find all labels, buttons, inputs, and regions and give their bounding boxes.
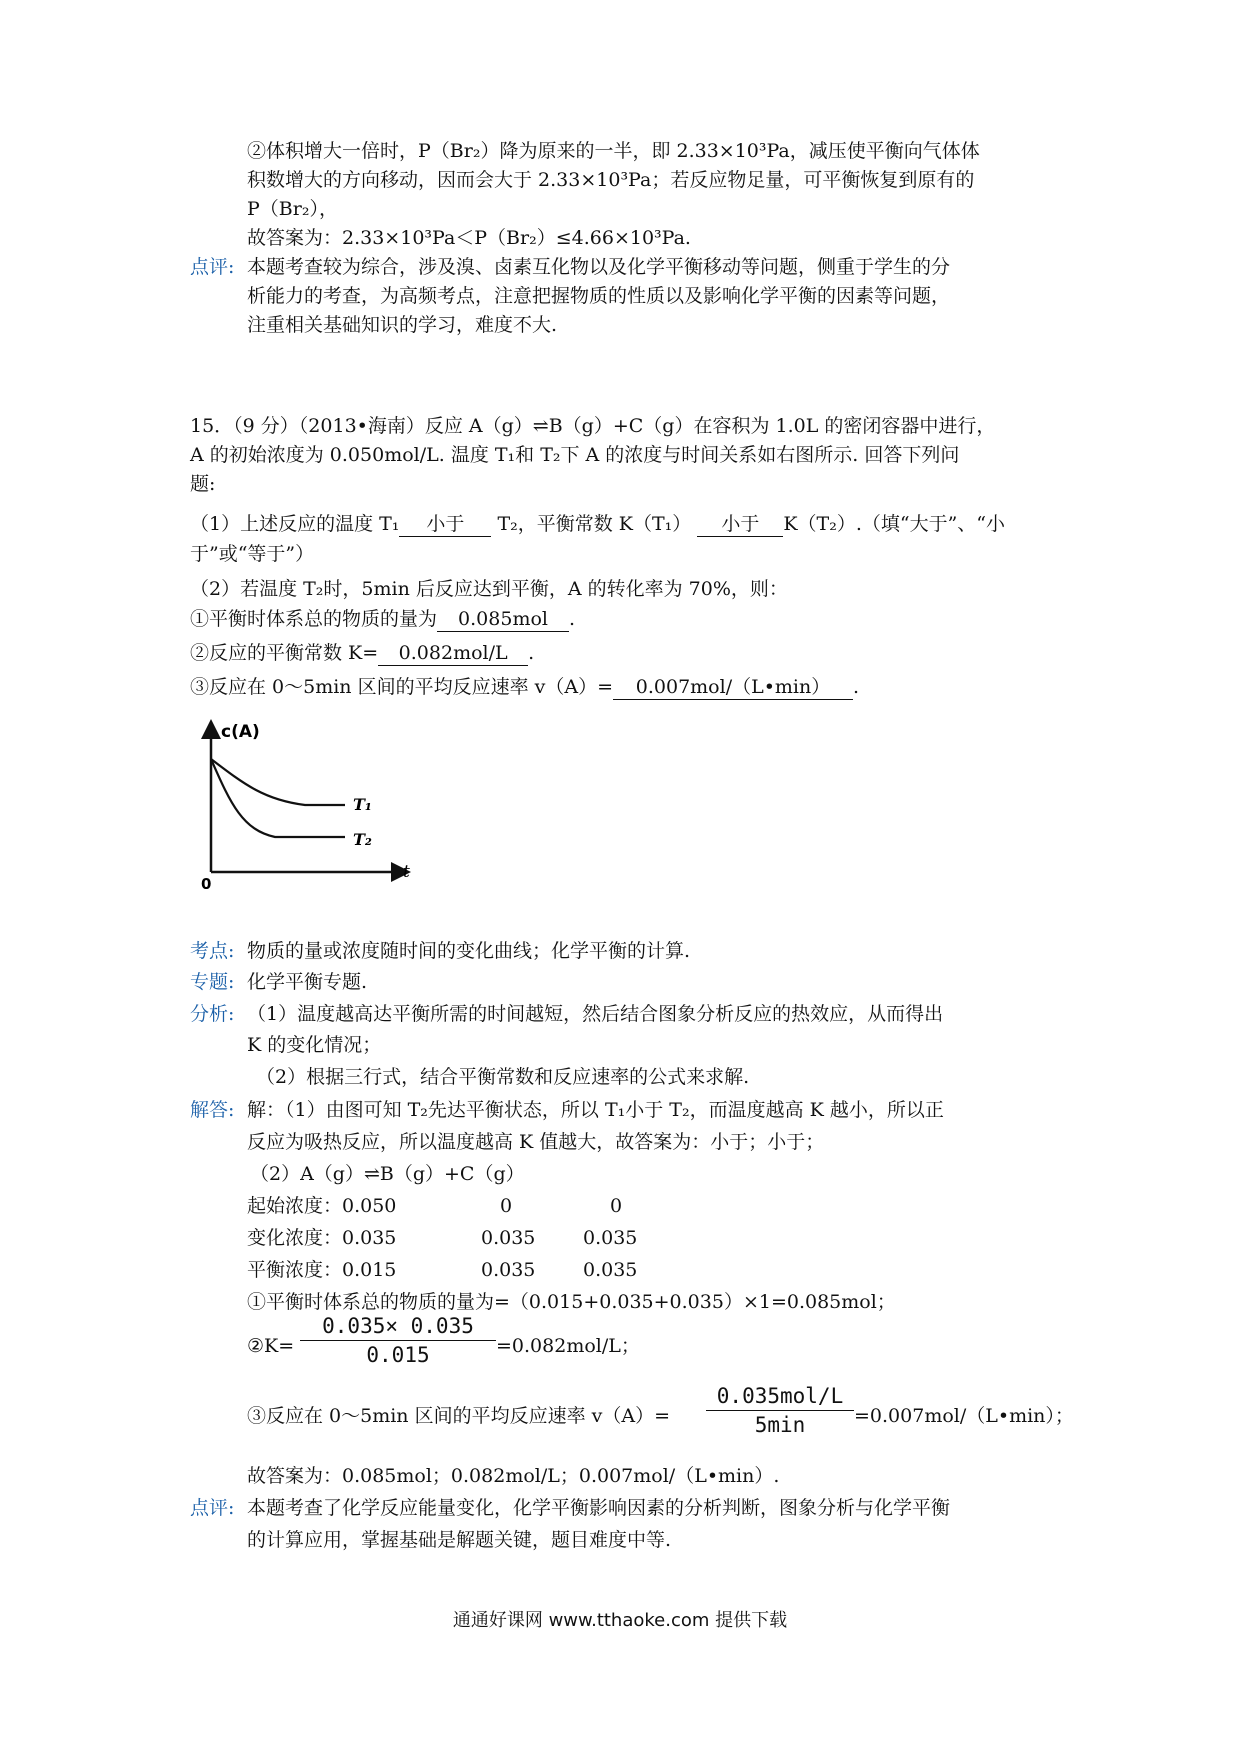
q1-text-a: （1）上述反应的温度 T₁ [190,513,400,535]
calc2-prefix: ②K= [247,1335,295,1357]
y-axis-label: c(A) [221,722,260,742]
q1-answer-2: 小于 [697,512,783,537]
q1-text-b: T₂，平衡常数 K（T₁） [497,513,692,535]
q2-item2-text: ②反应的平衡常数 K= [190,642,379,664]
q1-text-d: 于”或“等于”） [190,543,315,565]
dianping-line1: 本题考查了化学反应能量变化，化学平衡影响因素的分析判断，图象分析与化学平衡 [247,1497,951,1519]
kaodian-text: 物质的量或浓度随时间的变化曲线；化学平衡的计算. [247,940,691,962]
prev-answer-line2: 积数增大的方向移动，因而会大于 2.33×10³Pa；若反应物足量，可平衡恢复到原有的 [247,169,975,191]
curve-t2 [211,759,345,837]
q1-answer-1: 小于 [399,512,491,537]
calc3-suffix: =0.007mol/（L•min）； [854,1405,1074,1427]
fenxi-line2: K 的变化情况； [247,1034,382,1056]
q1-text-c: K（T₂）.（填“大于”、“小 [783,513,1006,535]
q2-item1-period: . [569,608,576,630]
q2-item2-answer: 0.082mol/L [378,641,528,666]
prev-comment-line3: 注重相关基础知识的学习，难度不大. [247,314,558,336]
table-row2-col3: 0.035 [583,1227,638,1249]
calc2-denominator: 0.015 [366,1343,430,1367]
calc2-fraction [300,1314,496,1367]
q2-item2-period: . [528,642,535,664]
q2-item3-period: . [853,676,860,698]
calc3-numerator: 0.035mol/L [716,1384,844,1408]
footer-text: 通通好课网 www.tthaoke.com 提供下载 [452,1610,788,1631]
x-axis-label: t [403,862,410,882]
q2-item1 [190,605,575,633]
zhuanti-text: 化学平衡专题. [247,971,368,993]
prev-final-answer: 故答案为：2.33×10³Pa＜P（Br₂）≤4.66×10³Pa. [247,227,691,249]
prev-comment-line2: 析能力的考查，为高频考点，注意把握物质的性质以及影响化学平衡的因素等问题， [247,285,951,307]
q2-item2 [190,639,534,667]
kaodian-label: 考点: [190,940,235,962]
table-row1-col2: 0 [500,1195,513,1217]
q2-item3-answer: 0.007mol/（L•min） [613,675,853,700]
jieda-line1: 解：（1）由图可知 T₂先达平衡状态，所以 T₁小于 T₂，而温度越高 K 越小，所以正 [247,1099,944,1121]
curve-t1 [211,759,345,805]
prev-comment-line1: 本题考查较为综合，涉及溴、卤素互化物以及化学平衡移动等问题，侧重于学生的分 [247,256,951,278]
calc3-prefix: ③反应在 0～5min 区间的平均反应速率 v（A）= [247,1405,671,1427]
origin-label: 0 [201,875,212,893]
calc3-fraction [706,1384,854,1437]
prev-comment-label: 点评: [190,256,235,278]
table-row3-col1: 平衡浓度：0.015 [247,1259,397,1281]
table-row1-col3: 0 [610,1195,623,1217]
question-line1: 15．（9 分）（2013•海南）反应 A（g）⇌B（g）+C（g）在容积为 1.0L 的密闭容器中进行， [190,415,996,437]
q2-item1-text: ①平衡时体系总的物质的量为 [190,608,438,630]
curve-t1-label: T₁ [353,795,372,814]
q2-item1-answer: 0.085mol [437,607,569,632]
question-line3: 题: [190,473,216,495]
table-row2-col2: 0.035 [481,1227,536,1249]
jieda-label: 解答: [190,1099,235,1121]
zhuanti-label: 专题: [190,971,235,993]
dianping-label: 点评: [190,1497,235,1519]
calc2-suffix: =0.082mol/L； [496,1335,640,1357]
calc-line1: ①平衡时体系总的物质的量为=（0.015+0.035+0.035）×1=0.085mol； [247,1291,896,1313]
dianping-line2: 的计算应用，掌握基础是解题关键，题目难度中等. [247,1529,672,1551]
prev-answer-line1: ②体积增大一倍时，P（Br₂）降为原来的一半，即 2.33×10³Pa，减压使平衡向气体体 [247,140,980,162]
concentration-time-graph [195,715,425,895]
calc3-denominator: 5min [754,1413,806,1437]
table-row3-col2: 0.035 [481,1259,536,1281]
table-row3-col3: 0.035 [583,1259,638,1281]
q2-item3-text: ③反应在 0～5min 区间的平均反应速率 v（A）= [190,676,614,698]
prev-answer-line3: P（Br₂）， [247,198,338,220]
question-part2: （2）若温度 T₂时，5min 后反应达到平衡，A 的转化率为 70%，则： [190,578,788,600]
question-line2: A 的初始浓度为 0.050mol/L. 温度 T₁和 T₂下 A 的浓度与时间关系如右图所示. 回答下列问 [190,444,960,466]
table-row2-col1: 变化浓度：0.035 [247,1227,397,1249]
q2-item3 [190,673,859,701]
question-part1 [190,510,1005,538]
jieda-line2: 反应为吸热反应，所以温度越高 K 值越大，故答案为：小于；小于； [247,1131,825,1153]
calc2-numerator: 0.035× 0.035 [322,1314,474,1338]
fenxi-label: 分析: [190,1003,235,1025]
table-row1-col1: 起始浓度：0.050 [247,1195,397,1217]
fenxi-line1: （1）温度越高达平衡所需的时间越短，然后结合图象分析反应的热效应，从而得出 [247,1003,944,1025]
fenxi-line3: （2）根据三行式，结合平衡常数和反应速率的公式来求解. [256,1066,750,1088]
final-answer: 故答案为：0.085mol；0.082mol/L；0.007mol/（L•min）. [247,1465,780,1487]
jieda-line3: （2）A（g）⇌B（g）+C（g） [250,1163,525,1185]
curve-t2-label: T₂ [353,830,372,849]
